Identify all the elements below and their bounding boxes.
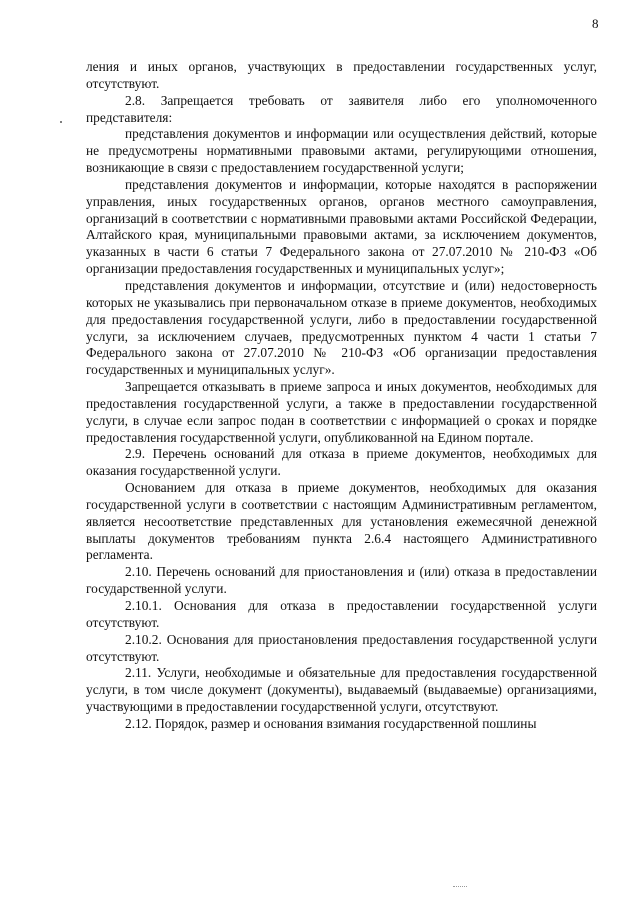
paragraph-continuation: ления и иных органов, участвующих в предоставлении государственных услуг, отсутствуют. xyxy=(86,59,597,91)
paragraph-requirement-1: представления документов и информации или осуществления действий, которые не предусмотрены нормативными правовыми актами, регулирующими отношения, возникающие в связи с предоставлением государственной услуги; xyxy=(86,126,597,176)
paragraph-requirement-2: представления документов и информации, которые находятся в распоряжении управления, иных государственных органов, органов местного самоуправления, организаций в соответствии с нормативными правовыми актами Российской Федерации, Алтайского края, муниципальными правовыми актами, за исключением документов, указанных в части 6 статьи 7 Федерального закона от 27.07.2010 № 210-ФЗ «Об организации предоставления государственных и муниципальных услуг»; xyxy=(86,176,597,277)
paragraph-2-10-2: 2.10.2. Основания для приостановления предоставления государственной услуги отсутствуют. xyxy=(86,631,597,664)
paragraph-2-11: 2.11. Услуги, необходимые и обязательные для предоставления государственной услуги, в том числе документ (документы), выдаваемый (выдаваемые) организациями, участвующими в предоставлении государственной услуги, отсутствуют. xyxy=(86,665,597,715)
paragraph-requirement-3: представления документов и информации, отсутствие и (или) недостоверность которых не указывались при первоначальном отказе в приеме документов, необходимых для предоставления государственной услуги, либо в предоставлении государственной услуги, за исключением случаев, предусмотренных пунктом 4 части 1 статьи 7 Федерального закона от 27.07.2010 № 210-ФЗ «Об организации предоставления государственных и муниципальных услуг». xyxy=(86,277,597,378)
scan-mark xyxy=(453,886,467,888)
page-number: 8 xyxy=(592,16,599,31)
paragraph-2-8: 2.8. Запрещается требовать от заявителя либо его уполномоченного представителя: xyxy=(86,92,597,125)
paragraph-2-12: 2.12. Порядок, размер и основания взимания государственной пошлины xyxy=(125,715,537,731)
paragraph-refusal-grounds: Основанием для отказа в приеме документов, необходимых для оказания государственной услуги в соответствии с настоящим Административным регламентом, является несоответствие представленных для установления ежемесячной денежной выплаты документов требованиям пункта 2.6.4 настоящего Административного регламента. xyxy=(86,480,597,563)
paragraph-2-10-1: 2.10.1. Основания для отказа в предоставлении государственной услуги отсутствуют. xyxy=(86,598,597,630)
paragraph-2-10: 2.10. Перечень оснований для приостановления и (или) отказа в предоставлении государственной услуги. xyxy=(86,564,597,597)
paragraph-refusal-prohibition: Запрещается отказывать в приеме запроса и иных документов, необходимых для предоставления государственной услуги, а также в предоставлении государственной услуги, в случае если запрос подан в соответствии с информацией о сроках и порядке предоставления государственной услуги, опубликованной на Едином портале. xyxy=(86,379,597,445)
document-body xyxy=(86,59,597,733)
paragraph-2-9: 2.9. Перечень оснований для отказа в приеме документов, необходимых для оказания государственной услуги. xyxy=(86,446,597,479)
margin-mark xyxy=(60,121,62,123)
